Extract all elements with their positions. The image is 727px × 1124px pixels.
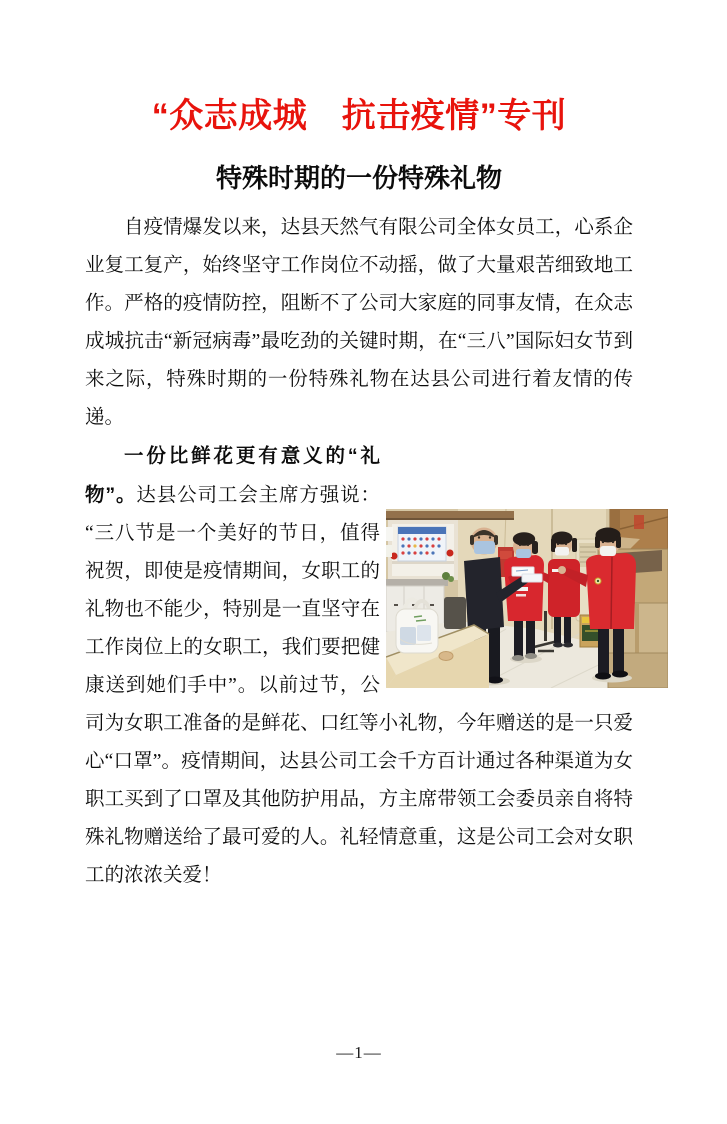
photo-face-mask: [474, 541, 495, 554]
photo-wood-trim: [386, 511, 514, 518]
photo-small-object: [439, 652, 453, 661]
news-photo: [386, 509, 668, 688]
paragraph-2-text: 达县公司工会主席方强说：“三八节是一个美好的节日，值得祝贺，即使是疫情期间，女职工的礼物也不能少，特别是一直坚守在工作岗位上的女职工，我们要把健康送到她们手中”。以前过节，公司为女职工准备的是鲜花、口红等小礼物，今年赠送的是一只爱心“口罩”。疫情期间，达县公司工会千方百计通过各种渠道为女职工买到了口罩及其他防护用品，方主席带领工会委员亲自将特殊礼物赠送给了最可爱的人。礼轻情意重，这是公司工会对女职工的浓浓关爱！: [85, 485, 633, 886]
photo-dark-bag: [444, 597, 466, 629]
photo-box-label-red: [634, 515, 644, 529]
paragraph-1: [85, 209, 633, 437]
photo-face-mask: [516, 549, 531, 558]
paragraph-1-text: 自疫情爆发以来，达县天然气有限公司全体女员工，心系企业复工复产，始终坚守工作岗位不动摇，做了大量艰苦细致地工作。严格的疫情防控，阻断不了公司大家庭的同事友情，在众志成城抗击“新冠病毒”最吃劲的关键时期，在“三八”国际妇女节到来之际，特殊时期的一份特殊礼物在达县公司进行着友情的传递。: [85, 217, 633, 428]
paragraph-2: [85, 437, 633, 895]
photo-face-mask: [600, 546, 616, 556]
masthead-title: “众志成城 抗击疫情”专刊: [151, 97, 567, 135]
photo-face-mask: [555, 547, 569, 556]
article-headline: 特殊时期的一份特殊礼物: [215, 163, 502, 193]
photo-window: [386, 520, 458, 580]
newsletter-page: [0, 95, 727, 1124]
photo-red-sticker: [447, 550, 454, 557]
page-number: —1—: [336, 1043, 382, 1062]
paragraph-2-lead: 一份比鲜花更有意义的“礼物”。: [85, 445, 380, 506]
article-body: [85, 209, 633, 895]
photo-calendar-poster: [398, 527, 446, 561]
